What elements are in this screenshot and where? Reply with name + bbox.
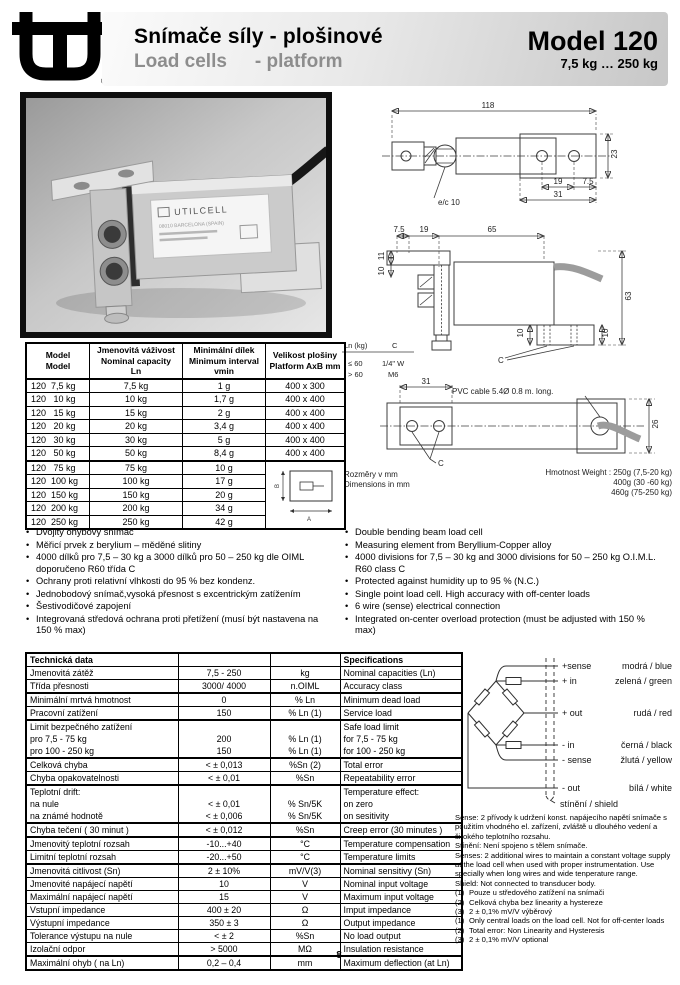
title-english-left: Load cells <box>134 51 227 72</box>
svg-text:Ln (kg): Ln (kg) <box>344 341 368 350</box>
svg-text:- out: - out <box>562 783 581 793</box>
note-sense-english: Senses: 2 additional wires to maintain a constant voltage supply at the load cell when used with proper instrumentation. Use specially when long wires and wide tenperature range. <box>455 850 671 879</box>
table-row: 120 10 kg 10 kg 1,7 g 400 x 400 <box>26 393 345 407</box>
capacity-range: 7,5 kg … 250 kg <box>560 56 658 71</box>
table-row: Výstupní impedance 350 ± 3 Ω Output impedance <box>26 917 462 930</box>
svg-text:11: 11 <box>377 251 386 261</box>
svg-text:118: 118 <box>481 101 495 110</box>
table-row: na známé hodnotě < ± 0,006 % Sn/5K on sesitivity <box>26 810 462 823</box>
drawing-top-view <box>382 101 619 207</box>
svg-text:19: 19 <box>553 177 563 186</box>
table-row: 120 75 kg 75 kg 10 g B A <box>26 461 345 475</box>
svg-text:A: A <box>306 516 312 523</box>
note-shield-czech: Stínění: Není spojeno s tělem snímače. <box>455 841 588 851</box>
features-czech <box>25 527 331 638</box>
footnote: (3) 2 ± 0,1% mV/V optional <box>455 935 549 945</box>
svg-text:65: 65 <box>487 225 497 234</box>
title-block <box>134 25 383 73</box>
thread-size-table <box>342 341 414 379</box>
svg-text:26: 26 <box>651 419 660 429</box>
photo-brand-label: UTILCELL <box>173 204 229 218</box>
svg-text:10: 10 <box>601 328 610 338</box>
table-row: Vstupní impedance 400 ± 20 Ω Imput impedance <box>26 904 462 917</box>
list-item: • 4000 divisions for 7,5 – 30 kg and 3000 divisions for 50 – 250 kg O.I.M.L. R60 class C <box>344 552 668 575</box>
col-platform: Velikost plošiny Platform AxB mm <box>266 343 346 379</box>
table-row: Celková chyba < ± 0,013 %Sn (2) Total error <box>26 758 462 772</box>
list-item: • Jednobodový snímač,vysoká přesnost s excentrickým zatížením <box>25 589 331 601</box>
table-row: pro 100 - 250 kg 150 % Ln (1) for 100 - 250 kg <box>26 745 462 758</box>
wiring-diagram <box>458 650 676 812</box>
models-header-row <box>26 343 345 379</box>
weight-line-2: 400g (30 -60 kg) <box>613 478 672 487</box>
table-row: 120 30 kg 30 kg 5 g 400 x 400 <box>26 433 345 447</box>
svg-text:10: 10 <box>516 328 525 338</box>
dimension-drawings <box>342 95 676 507</box>
svg-text:+ in: + in <box>562 676 577 686</box>
table-row: Chyba tečení ( 30 minut ) < ± 0,012 %Sn Creep error (30 minutes ) <box>26 823 462 837</box>
svg-text:63: 63 <box>624 291 633 301</box>
svg-text:M6: M6 <box>388 370 399 379</box>
drawing-side-view <box>377 225 633 365</box>
col-capacity: Jmenovitá váživost Nominal capacity Ln <box>90 343 183 379</box>
table-row: Jmenovitá zátěž 7,5 - 250 kg Nominal capacities (Ln) <box>26 667 462 680</box>
platform-diagram-cell <box>266 461 346 530</box>
list-item: • Ochrany proti relativní vlhkosti do 95 % bez kondenz. <box>25 576 331 588</box>
footnote: (1) Only central loads on the load cell. Not for off-center loads <box>455 916 665 926</box>
svg-text:modrá / blue: modrá / blue <box>621 661 672 671</box>
list-item: • Double bending beam load cell <box>344 527 668 539</box>
list-item: • Dvojitý ohybový snímač <box>25 527 331 539</box>
table-row: Chyba opakovatelnosti < ± 0,01 %Sn Repeatability error <box>26 772 462 786</box>
table-row: 120 20 kg 20 kg 3,4 g 400 x 400 <box>26 420 345 434</box>
specifications-table <box>25 652 463 971</box>
table-row: Maximální napájecí napětí 15 V Maximum input voltage <box>26 891 462 904</box>
table-row: Limitní teplotní rozsah -20...+50 °C Temperature limits <box>26 851 462 865</box>
wire-plus-sense <box>496 666 558 681</box>
svg-text:7.5: 7.5 <box>393 225 405 234</box>
table-row: 120 150 kg 150 kg 20 g <box>26 488 345 502</box>
svg-text:+ out: + out <box>562 708 583 718</box>
svg-text:rudá / red: rudá / red <box>633 708 672 718</box>
table-row: Pracovní zatížení 150 % Ln (1) Service load <box>26 707 462 721</box>
list-item: • Integrated on-center overload protection (must be adjusted with 150 % max) <box>344 614 668 637</box>
col-model: Model Model <box>26 343 90 379</box>
list-item: • Single point load cell. High accuracy with off-center loads <box>344 589 668 601</box>
table-row: 120 7,5 kg 7,5 kg 1 g 400 x 300 <box>26 379 345 393</box>
table-row: Jmenovitý teplotní rozsah -10...+40 °C Temperature compensation <box>26 837 462 851</box>
note-shield-english: Shield: Not connected to transducer body. <box>455 878 596 888</box>
svg-text:C: C <box>392 341 398 350</box>
model-title: Model 120 <box>527 26 658 56</box>
dims-note-czech: Rozměry v mm <box>344 470 398 479</box>
table-row: 120 200 kg 200 kg 34 g <box>26 502 345 516</box>
list-item: • Měřicí prvek z berylium – měděné slitiny <box>25 540 331 552</box>
svg-text:31: 31 <box>421 377 431 386</box>
list-item: • 6 wire (sense) electrical connection <box>344 601 668 613</box>
title-czech: Snímače síly - plošinové <box>134 25 383 48</box>
svg-text:žlutá / yellow: žlutá / yellow <box>620 755 672 765</box>
svg-text:černá / black: černá / black <box>620 740 672 750</box>
table-row: 120 100 kg 100 kg 17 g <box>26 475 345 489</box>
load-cell-photo <box>20 92 332 338</box>
table-row: pro 7,5 - 75 kg 200 % Ln (1) for 7,5 - 75 kg <box>26 733 462 745</box>
svg-text:+sense: +sense <box>562 661 592 671</box>
dims-note-english: Dimensions in mm <box>344 480 410 489</box>
photo-city-label: 08010 BARCELONA (SPAIN) <box>158 220 225 230</box>
models-table <box>25 342 346 530</box>
table-row: Teplotní drift: Temperature effect: <box>26 785 462 798</box>
weight-line-3: 460g (75-250 kg) <box>611 488 672 497</box>
svg-text:> 60: > 60 <box>348 370 363 379</box>
svg-text:C: C <box>498 356 504 365</box>
weight-line-1: Hmotnost Weight : 250g (7,5-20 kg) <box>545 468 672 477</box>
page-number: – 8 – <box>323 950 357 961</box>
svg-text:23: 23 <box>610 149 619 159</box>
specs-header-row: Technická data Specifications <box>26 653 462 667</box>
svg-text:7.5: 7.5 <box>582 177 594 186</box>
table-row: Jmenovité napájecí napětí 10 V Nominal input voltage <box>26 878 462 891</box>
notes-block <box>455 813 676 945</box>
note-sense-czech: Sense: 2 přívody k udržení konst. napájecího napětí snímače s použitím vhodného el. zařízení, zvláště u dlouhého vedení a širokého teplotního rozsahu. <box>455 813 667 841</box>
utilcell-logo <box>12 8 108 90</box>
table-row: na nule < ± 0,01 % Sn/5K on zero <box>26 798 462 810</box>
svg-text:C: C <box>438 459 444 468</box>
svg-text:≤ 60: ≤ 60 <box>348 359 363 368</box>
title-english <box>134 51 383 73</box>
header-band <box>102 12 668 86</box>
features-english <box>344 527 668 638</box>
svg-text:10: 10 <box>377 266 386 276</box>
wire-shield <box>550 800 555 803</box>
platform-diagram <box>274 465 336 523</box>
footnote: (3) 2 ± 0,1% mV/V výběrový <box>455 907 553 917</box>
list-item: • Protected against humidity up to 95 % (N.C.) <box>344 576 668 588</box>
table-row: Tolerance výstupu na nule < ± 2 %Sn No load output <box>26 930 462 943</box>
svg-text:zelená / green: zelená / green <box>614 676 672 686</box>
svg-text:31: 31 <box>553 190 563 199</box>
svg-text:- sense: - sense <box>562 755 592 765</box>
table-row: Izolační odpor > 5000 MΩ Insulation resistance <box>26 943 462 957</box>
list-item: • Šestivodičové zapojení <box>25 601 331 613</box>
list-item: • Integrovaná středová ochrana proti přetížení (musí být nastavena na 150 % max) <box>25 614 331 637</box>
footnote: (2) Celková chyba bez linearity a hystereze <box>455 897 603 907</box>
footnote: (2) Total error: Non Linearity and Hysteresis <box>455 925 605 935</box>
footnote: (1) Pouze u středového zatížení na snímači <box>455 888 605 898</box>
svg-text:B: B <box>275 483 281 488</box>
table-row: Limit bezpečného zatížení Safe load limit <box>26 720 462 733</box>
col-interval: Minimální dílek Minimum interval vmin <box>183 343 266 379</box>
svg-text:bílá / white: bílá / white <box>628 783 672 793</box>
list-item: • Measuring element from Beryllium-Copper alloy <box>344 540 668 552</box>
list-item: • 4000 dílků pro 7,5 – 30 kg a 3000 dílků pro 50 – 250 kg dle OIML doporučeno R60 třída C <box>25 552 331 575</box>
table-row: Jmenovitá citlivost (Sn) 2 ± 10% mV/V(3) Nominal sensitivy (Sn) <box>26 864 462 878</box>
model-block <box>527 27 658 71</box>
wire-minus-sense <box>496 745 558 760</box>
table-row: 120 250 kg 250 kg 42 g <box>26 515 345 529</box>
svg-text:19: 19 <box>419 225 429 234</box>
table-row: Třída přesnosti 3000/ 4000 n.OIML Accuracy class <box>26 680 462 694</box>
svg-text:PVC cable 5.4Ø 0.8 m. long.: PVC cable 5.4Ø 0.8 m. long. <box>452 387 554 396</box>
svg-text:1/4" W: 1/4" W <box>382 359 405 368</box>
table-row: 120 50 kg 50 kg 8,4 g 400 x 400 <box>26 447 345 461</box>
table-row: 120 15 kg 15 kg 2 g 400 x 400 <box>26 406 345 420</box>
drawing-bottom-view <box>380 377 660 468</box>
table-row: Minimální mrtvá hmotnost 0 % Ln Minimum dead load <box>26 693 462 707</box>
svg-text:e/c 10: e/c 10 <box>438 198 460 207</box>
shield-label: stínění / shield <box>560 799 619 809</box>
table-row: Maximální ohyb ( na Ln) 0,2 – 0,4 mm Maximum deflection (at Ln) <box>26 956 462 970</box>
title-english-right: - platform <box>254 51 343 72</box>
svg-text:- in: - in <box>562 740 575 750</box>
wheatstone-bridge <box>468 681 524 745</box>
